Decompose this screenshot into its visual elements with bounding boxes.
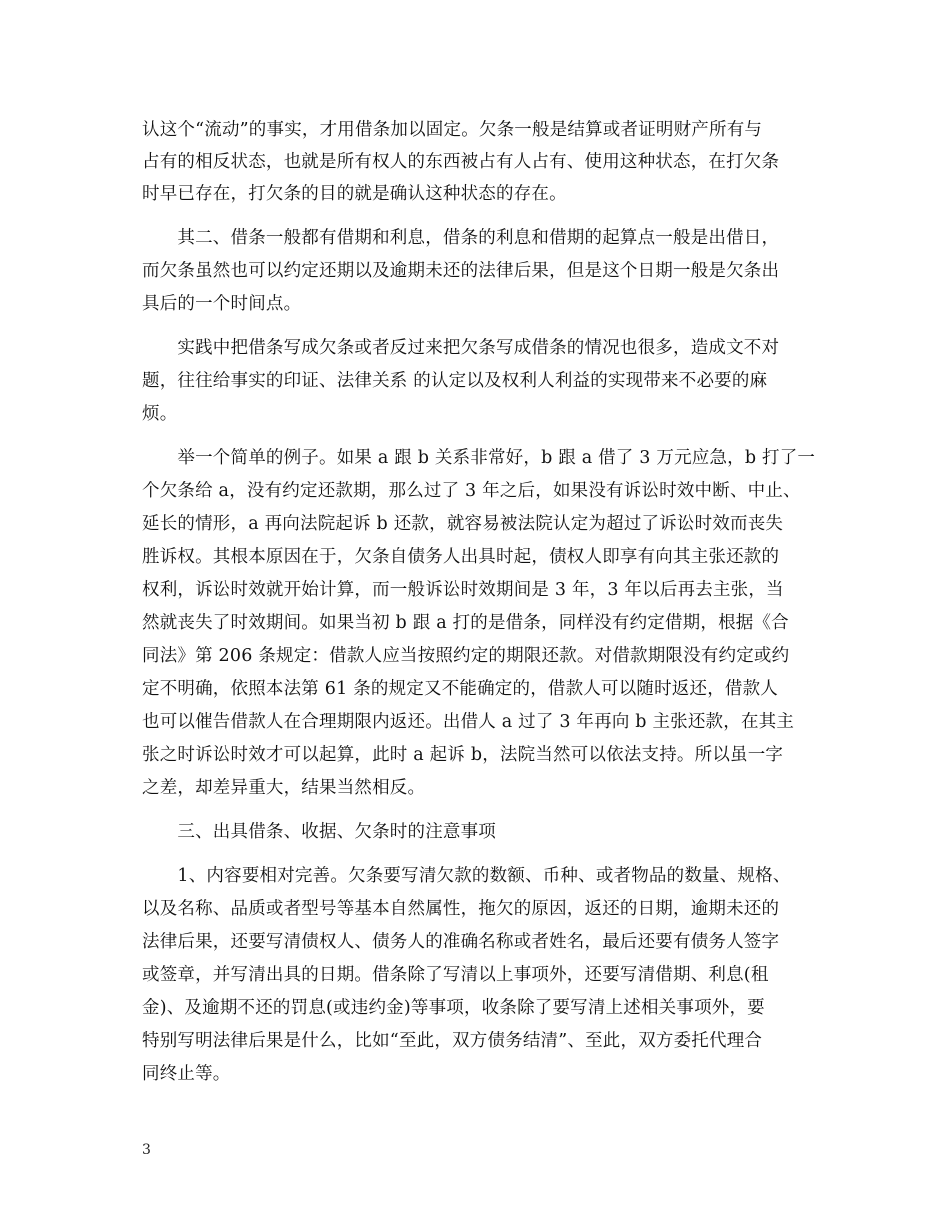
- text-line: 其二、借条一般都有借期和利息，借条的利息和借期的起算点一般是出借日，: [142, 228, 780, 248]
- text-line: 占有的相反状态，也就是所有权人的东西被占有人占有、使用这种状态，在打欠条: [142, 152, 780, 172]
- page-number: 3: [142, 1142, 151, 1158]
- text-line: 权利，诉讼时效就开始计算，而一般诉讼时效期间是 3 年，3 年以后再去主张，当: [142, 580, 784, 600]
- text-line: 题，往往给事实的印证、法律关系 的认定以及权利人利益的实现带来不必要的麻: [142, 371, 768, 391]
- text-line: 胜诉权。其根本原因在于，欠条自债务人出具时起，债权人即享有向其主张还款的: [142, 547, 780, 567]
- text-line: 张之时诉讼时效才可以起算，此时 a 起诉 b，法院当然可以依法支持。所以虽一字: [142, 745, 784, 765]
- text-line: 法律后果，还要写清债权人、债务人的准确名称或者姓名，最后还要有债务人签字: [142, 932, 780, 952]
- text-line: 具后的一个时间点。: [142, 294, 302, 314]
- text-line: 或签章，并写清出具的日期。借条除了写清以上事项外，还要写清借期、利息(租: [142, 965, 769, 985]
- text-line: 特别写明法律后果是什么，比如“至此，双方债务结清”、至此，双方委托代理合: [142, 1031, 763, 1051]
- text-line: 定不明确，依照本法第 61 条的规定又不能确定的，借款人可以随时返还，借款人: [142, 679, 778, 699]
- text-line: 金)、及逾期不还的罚息(或违约金)等事项，收条除了要写清上述相关事项外，要: [142, 998, 765, 1018]
- text-line: 同法》第 206 条规定：借款人应当按照约定的期限还款。对借款期限没有约定或约: [142, 646, 790, 666]
- text-line: 然就丧失了时效期间。如果当初 b 跟 a 打的是借条，同样没有约定借期，根据《合: [142, 613, 789, 633]
- text-line: 认这个“流动”的事实，才用借条加以固定。欠条一般是结算或者证明财产所有与: [142, 120, 763, 140]
- text-line: 之差，却差异重大，结果当然相反。: [142, 778, 426, 798]
- text-line: 三、出具借条、收据、欠条时的注意事项: [142, 822, 496, 842]
- text-line: 同终止等。: [142, 1064, 231, 1084]
- text-line: 实践中把借条写成欠条或者反过来把欠条写成借条的情况也很多，造成文不对: [142, 338, 780, 358]
- text-line: 而欠条虽然也可以约定还期以及逾期未还的法律后果，但是这个日期一般是欠条出: [142, 261, 780, 281]
- text-line: 个欠条给 a，没有约定还款期，那么过了 3 年之后，如果没有诉讼时效中断、中止、: [142, 481, 801, 501]
- text-line: 举一个简单的例子。如果 a 跟 b 关系非常好，b 跟 a 借了 3 万元应急，b 打了一: [142, 448, 816, 468]
- text-line: 延长的情形，a 再向法院起诉 b 还款，就容易被法院认定为超过了诉讼时效而丧失: [142, 514, 784, 534]
- text-line: 烦。: [142, 404, 178, 424]
- text-line: 时早已存在，打欠条的目的就是确认这种状态的存在。: [142, 184, 567, 204]
- text-line: 也可以催告借款人在合理期限内返还。出借人 a 过了 3 年再向 b 主张还款，在其主: [142, 712, 795, 732]
- text-line: 以及名称、品质或者型号等基本自然属性，拖欠的原因，返还的日期，逾期未还的: [142, 899, 780, 919]
- text-line: 1、内容要相对完善。欠条要写清欠款的数额、币种、或者物品的数量、规格、: [142, 866, 791, 886]
